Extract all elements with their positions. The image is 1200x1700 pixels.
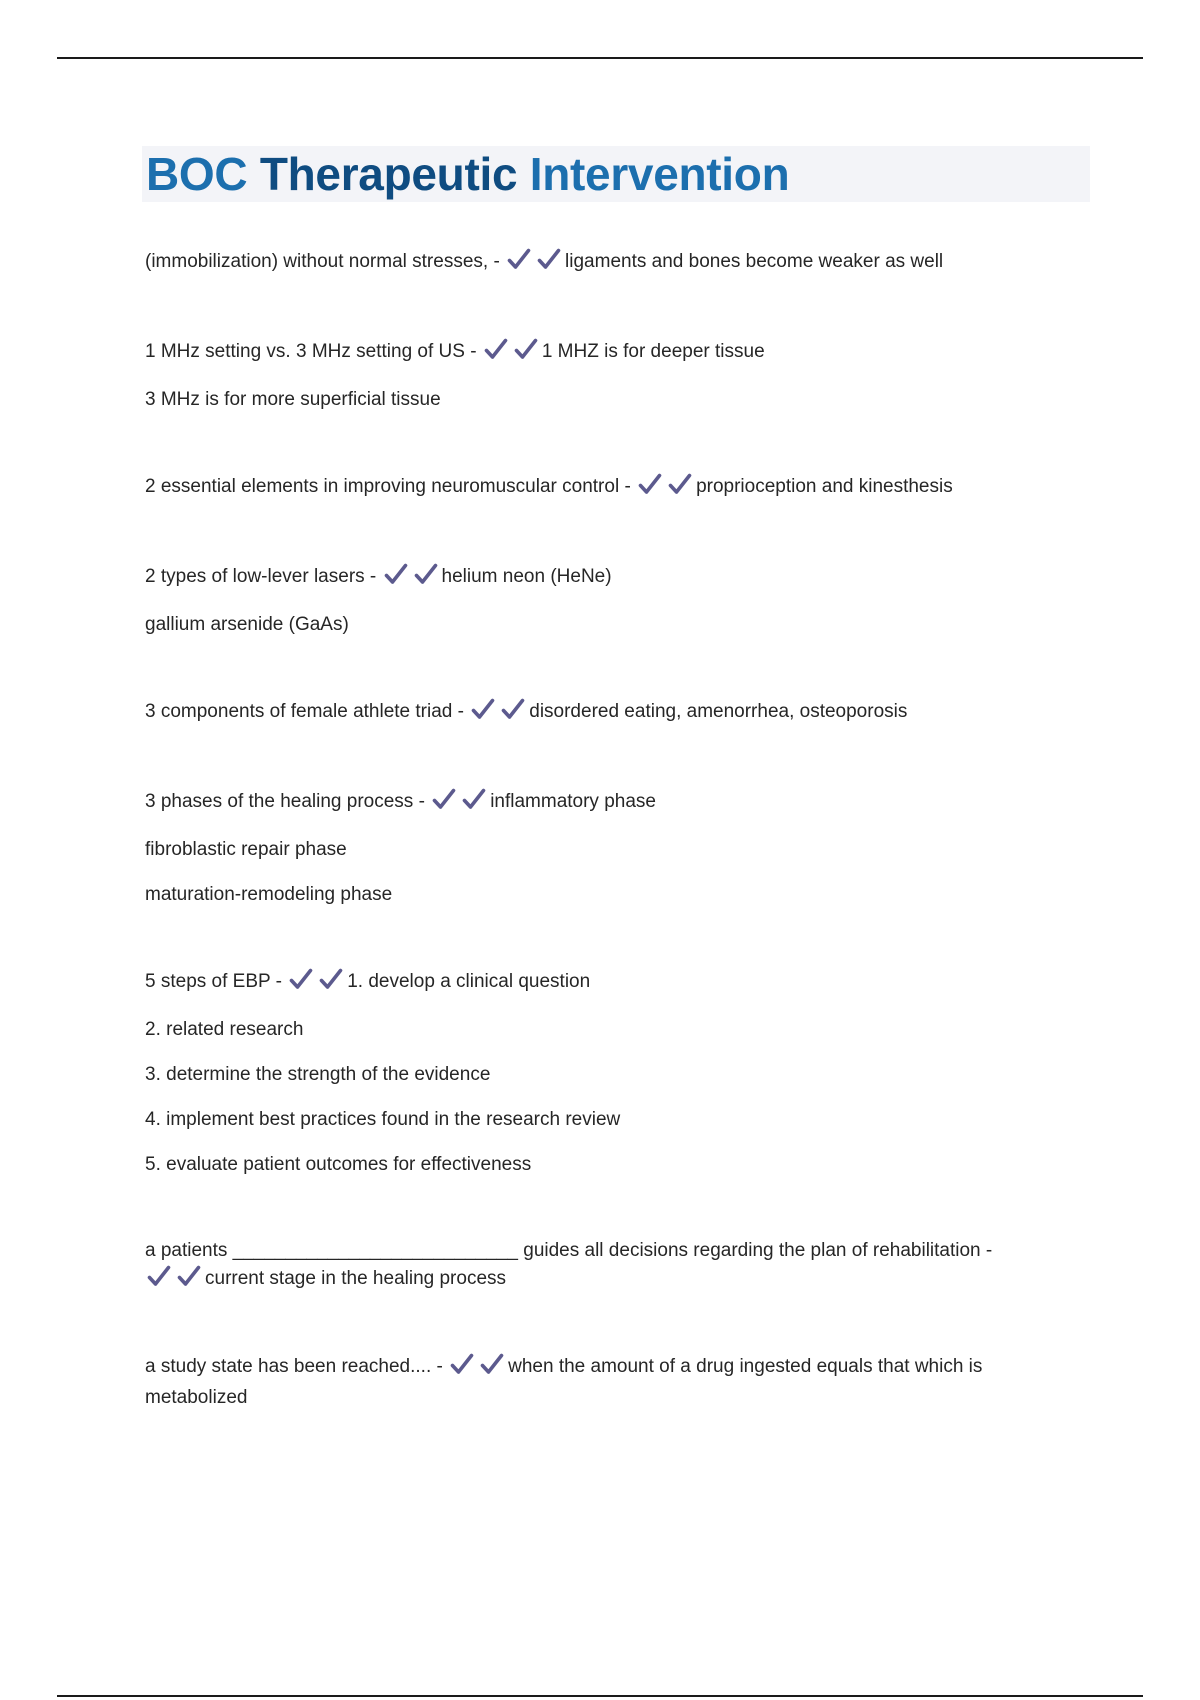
flashcard-question-line [145,562,1045,595]
checkmark-icon [432,788,456,810]
checkmark-icon [384,563,408,585]
flashcard-answer-line: 2. related research [145,1019,304,1040]
flashcard [145,1353,1045,1412]
flashcard-question: (immobilization) without normal stresses, - [145,251,500,272]
top-rule [57,57,1143,59]
flashcard-answer: proprioception and kinesthesis [696,476,953,497]
flashcard-question: a patients ___________________________ guides all decisions regarding the plan of rehabilitation - [145,1240,993,1261]
flashcard-question: a study state has been reached.... - [145,1356,443,1377]
flashcard-list [145,247,1045,1469]
checkmark-icon [471,698,495,720]
flashcard-question-line [145,787,1045,820]
checkmark-icon [537,248,561,270]
flashcard-answer: ligaments and bones become weaker as well [565,251,944,272]
flashcard-question-line [145,1237,1045,1296]
flashcard [145,472,1045,505]
flashcard-question: 3 components of female athlete triad - [145,701,464,722]
checkmark-icon [319,968,343,990]
checkmark-icon [462,788,486,810]
bottom-rule [57,1695,1143,1697]
checkmark-icon [450,1353,474,1375]
title-band [142,146,1090,202]
checkmarks [147,1265,203,1296]
flashcard [145,787,1045,910]
checkmarks [484,338,540,370]
flashcard-question: 1 MHz setting vs. 3 MHz setting of US - [145,341,477,362]
flashcard-answer-line: maturation-remodeling phase [145,884,393,905]
flashcard-answer-line: 5. evaluate patient outcomes for effectiveness [145,1154,532,1175]
checkmark-icon [484,338,508,360]
checkmark-icon [668,473,692,495]
flashcard [145,337,1045,415]
checkmark-icon [414,563,438,585]
checkmarks [471,698,527,730]
flashcard-question-line [145,472,1045,505]
flashcard-answer-line: gallium arsenide (GaAs) [145,614,349,635]
checkmark-icon [501,698,525,720]
checkmark-icon [177,1265,201,1287]
checkmarks [384,563,440,595]
flashcard-answer: when the amount of a drug ingested equals that which is metabolized [145,1356,983,1408]
checkmarks [450,1353,506,1384]
title-word-boc: BOC [146,148,248,200]
document-title [146,147,789,201]
checkmark-icon [289,968,313,990]
flashcard [145,247,1045,280]
flashcard-answer: 1. develop a clinical question [347,971,591,992]
checkmark-icon [147,1265,171,1287]
flashcard-answer-line: 3. determine the strength of the evidence [145,1064,491,1085]
checkmarks [507,248,563,280]
checkmark-icon [514,338,538,360]
checkmarks [432,788,488,820]
checkmarks [289,968,345,1000]
flashcard-answer: disordered eating, amenorrhea, osteoporosis [529,701,908,722]
title-word-intervention: Intervention [529,148,790,200]
flashcard-question-line [145,337,1045,370]
flashcard-question-line [145,247,1045,280]
flashcard [145,697,1045,730]
flashcard-answer-line: 3 MHz is for more superficial tissue [145,389,441,410]
flashcard [145,1237,1045,1296]
checkmark-icon [480,1353,504,1375]
flashcard-question-line [145,1353,1045,1412]
flashcard [145,967,1045,1180]
flashcard-question-line [145,967,1045,1000]
flashcard-question: 2 essential elements in improving neuromuscular control - [145,476,631,497]
flashcard-question-line [145,697,1045,730]
flashcard-answer-line: fibroblastic repair phase [145,839,347,860]
flashcard-question: 3 phases of the healing process - [145,791,425,812]
flashcard-answer-line: 4. implement best practices found in the research review [145,1109,621,1130]
flashcard-answer: inflammatory phase [490,791,656,812]
flashcard-question: 5 steps of EBP - [145,971,282,992]
flashcard-answer: current stage in the healing process [205,1268,507,1289]
title-word-therapeutic: Therapeutic [259,148,518,200]
flashcard-answer: 1 MHZ is for deeper tissue [541,341,765,362]
checkmark-icon [507,248,531,270]
flashcard [145,562,1045,640]
checkmark-icon [638,473,662,495]
checkmarks [638,473,694,505]
flashcard-answer: helium neon (HeNe) [441,566,612,587]
flashcard-question: 2 types of low-lever lasers - [145,566,377,587]
